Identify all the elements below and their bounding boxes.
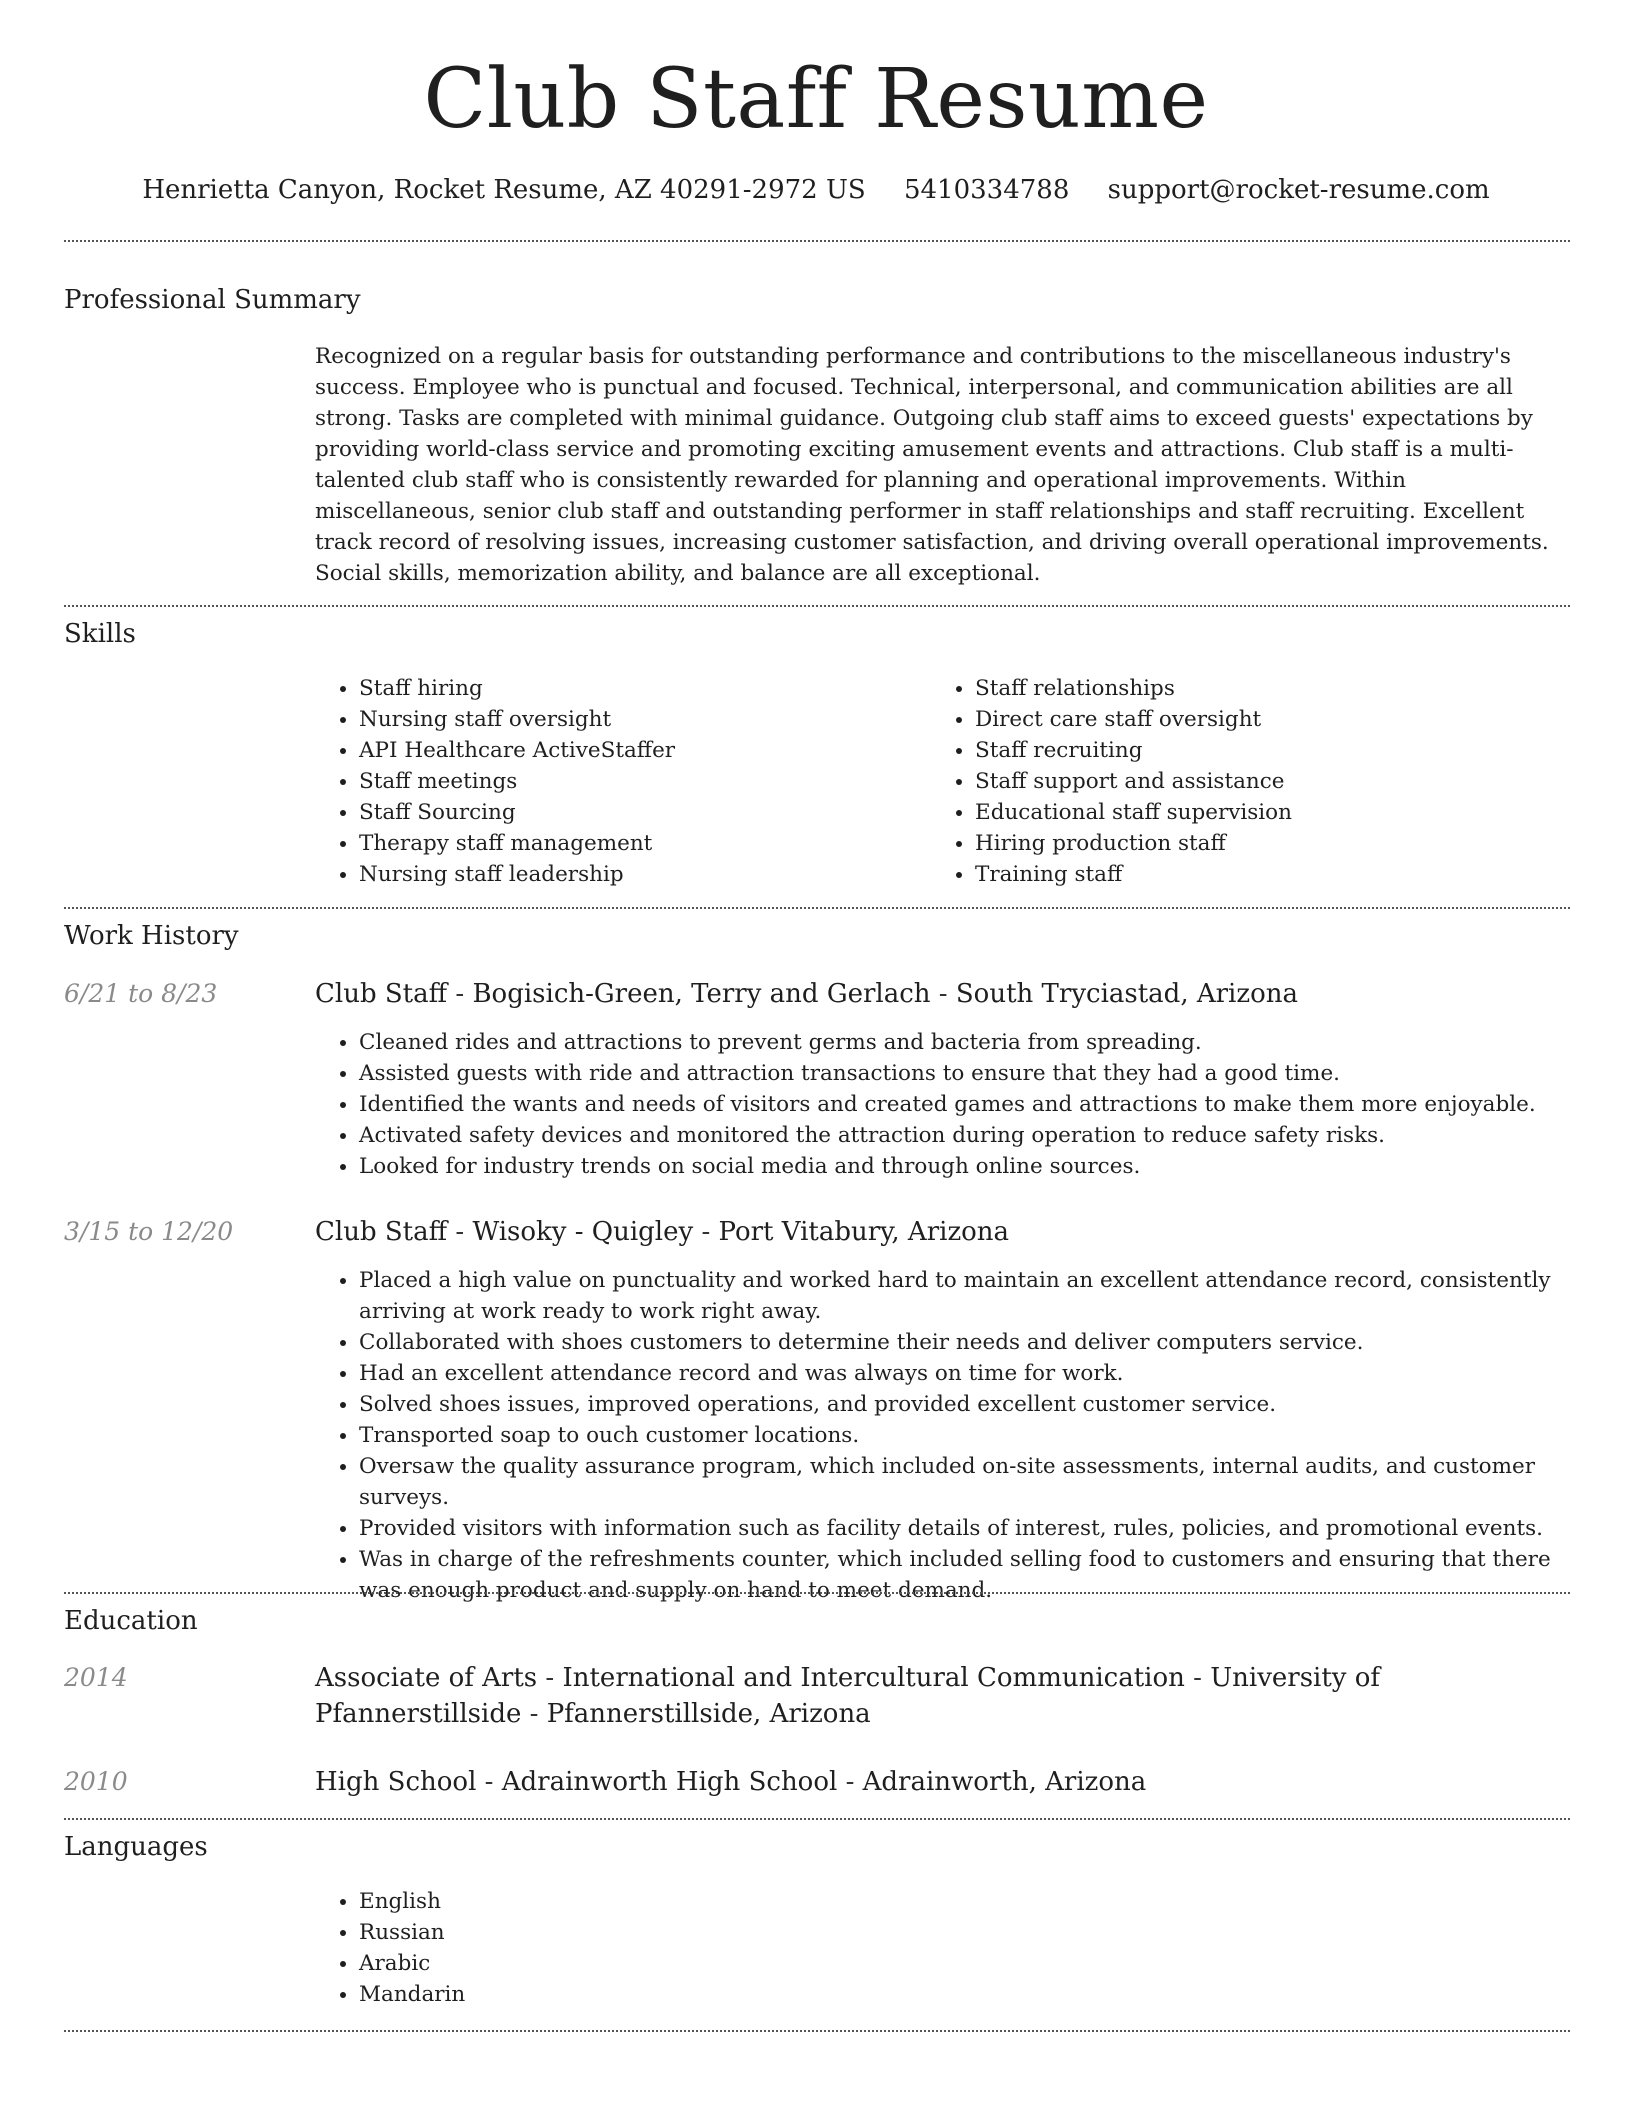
work-heading: Work History — [64, 921, 239, 951]
language-item: • English — [359, 1886, 1560, 1917]
contact-email[interactable]: support@rocket-resume.com — [1107, 175, 1490, 205]
contact-address: Henrietta Canyon, Rocket Resume, AZ 40291-2972 US — [142, 175, 866, 205]
job-dates: 6/21 to 8/23 — [64, 979, 218, 1008]
job-heading — [315, 974, 1570, 1014]
skill-item: • Nursing staff oversight — [359, 704, 915, 735]
contact-phone: 5410334788 — [903, 175, 1070, 205]
skill-item: • Therapy staff management — [359, 828, 915, 859]
education-location: Pfannerstillside, Arizona — [546, 1699, 871, 1729]
separator: - — [521, 1699, 547, 1729]
skills-column-right — [931, 673, 1551, 890]
job-bullet: • Had an excellent attendance record and was always on time for work. — [359, 1358, 1560, 1389]
job-bullet: • Placed a high value on punctuality and worked hard to maintain an excellent attendance record, consistently arriving at work ready to work right away. — [359, 1265, 1560, 1327]
resume-title: Club Staff Resume — [423, 52, 1209, 147]
job-bullet: • Looked for industry trends on social media and through online sources. — [359, 1151, 1560, 1182]
skill-item: • Staff support and assistance — [975, 766, 1551, 797]
education-field: International and Intercultural Communication — [562, 1663, 1185, 1693]
languages-list — [315, 1886, 1560, 2010]
divider — [64, 1818, 1570, 1820]
separator: - — [476, 1767, 502, 1797]
job-company: Wisoky - Quigley — [472, 1217, 694, 1247]
skills-heading: Skills — [64, 619, 136, 649]
skill-item: • Staff Sourcing — [359, 797, 915, 828]
education-school: University of Pfannerstillside — [315, 1663, 1381, 1729]
job-bullets — [315, 1027, 1560, 1182]
divider — [64, 240, 1570, 242]
skill-item: • Staff relationships — [975, 673, 1551, 704]
education-location: Adrainworth, Arizona — [862, 1767, 1147, 1797]
separator: - — [537, 1663, 563, 1693]
job-dates: 3/15 to 12/20 — [64, 1217, 234, 1246]
job-title: Club Staff — [315, 979, 448, 1009]
job-heading — [315, 1212, 1570, 1252]
job-bullets — [315, 1265, 1560, 1606]
job-location: South Tryciastad, Arizona — [955, 979, 1298, 1009]
skill-item: • Educational staff supervision — [975, 797, 1551, 828]
job-bullet: • Collaborated with shoes customers to determine their needs and deliver computers service. — [359, 1327, 1560, 1358]
skills-column-left — [315, 673, 915, 890]
skill-item: • Staff hiring — [359, 673, 915, 704]
separator: - — [447, 1217, 473, 1247]
education-degree: High School — [315, 1767, 477, 1797]
languages-heading: Languages — [64, 1832, 208, 1862]
skill-item: • API Healthcare ActiveStaffer — [359, 735, 915, 766]
skill-item: • Hiring production staff — [975, 828, 1551, 859]
separator: - — [447, 979, 473, 1009]
job-bullet: • Cleaned rides and attractions to prevent germs and bacteria from spreading. — [359, 1027, 1560, 1058]
summary-heading: Professional Summary — [64, 285, 361, 315]
job-bullet: • Solved shoes issues, improved operations, and provided excellent customer service. — [359, 1389, 1560, 1420]
separator: - — [837, 1767, 863, 1797]
separator: - — [1184, 1663, 1211, 1693]
education-heading: Education — [64, 1606, 198, 1636]
language-item: • Russian — [359, 1917, 1560, 1948]
divider — [64, 907, 1570, 909]
job-bullet: • Provided visitors with information such as facility details of interest, rules, policies, and promotional events. — [359, 1513, 1560, 1544]
job-bullet: • Activated safety devices and monitored the attraction during operation to reduce safety risks. — [359, 1120, 1560, 1151]
contact-line — [0, 170, 1632, 210]
skill-item: • Training staff — [975, 859, 1551, 890]
education-year: 2010 — [64, 1767, 128, 1796]
separator: - — [693, 1217, 719, 1247]
job-bullet: • Transported soap to ouch customer locations. — [359, 1420, 1560, 1451]
job-bullet: • Was in charge of the refreshments counter, which included selling food to customers and ensuring that there was enough product and supply on hand to meet demand. — [359, 1544, 1560, 1606]
divider — [64, 1592, 1570, 1594]
skill-item: • Direct care staff oversight — [975, 704, 1551, 735]
skill-item: • Staff meetings — [359, 766, 915, 797]
separator: - — [930, 979, 956, 1009]
language-item: • Arabic — [359, 1948, 1560, 1979]
job-bullet: • Oversaw the quality assurance program, which included on-site assessments, internal audits, and customer surveys. — [359, 1451, 1560, 1513]
divider — [64, 2030, 1570, 2032]
language-item: • Mandarin — [359, 1979, 1560, 2010]
education-degree: Associate of Arts — [315, 1663, 538, 1693]
job-location: Port Vitabury, Arizona — [718, 1217, 1010, 1247]
education-year: 2014 — [64, 1663, 128, 1692]
skill-item: • Nursing staff leadership — [359, 859, 915, 890]
job-company: Bogisich-Green, Terry and Gerlach — [472, 979, 931, 1009]
summary-text: Recognized on a regular basis for outstanding performance and contributions to the miscellaneous industry's success. Employee who is punctual and focused. Technical, interpersonal, and communication abilities are all strong. Tasks are completed with minimal guidance. Outgoing club staff aims to exceed guests' expectations by providing world-class service and promoting exciting amusement events and attractions. Club staff is a multi-talented club staff who is consistently rewarded for planning and operational improvements. Within miscellaneous, senior club staff and outstanding performer in staff relationships and staff recruiting. Excellent track record of resolving issues, increasing customer satisfaction, and driving overall operational improvements. Social skills, memorization ability, and balance are all exceptional. — [315, 344, 1549, 586]
skill-item: • Staff recruiting — [975, 735, 1551, 766]
job-bullet: • Identified the wants and needs of visitors and created games and attractions to make them more enjoyable. — [359, 1089, 1560, 1120]
education-entry — [315, 1764, 1570, 1800]
education-entry — [315, 1660, 1570, 1732]
job-title: Club Staff — [315, 1217, 448, 1247]
divider — [64, 605, 1570, 607]
education-school: Adrainworth High School — [501, 1767, 838, 1797]
job-bullet: • Assisted guests with ride and attraction transactions to ensure that they had a good time. — [359, 1058, 1560, 1089]
